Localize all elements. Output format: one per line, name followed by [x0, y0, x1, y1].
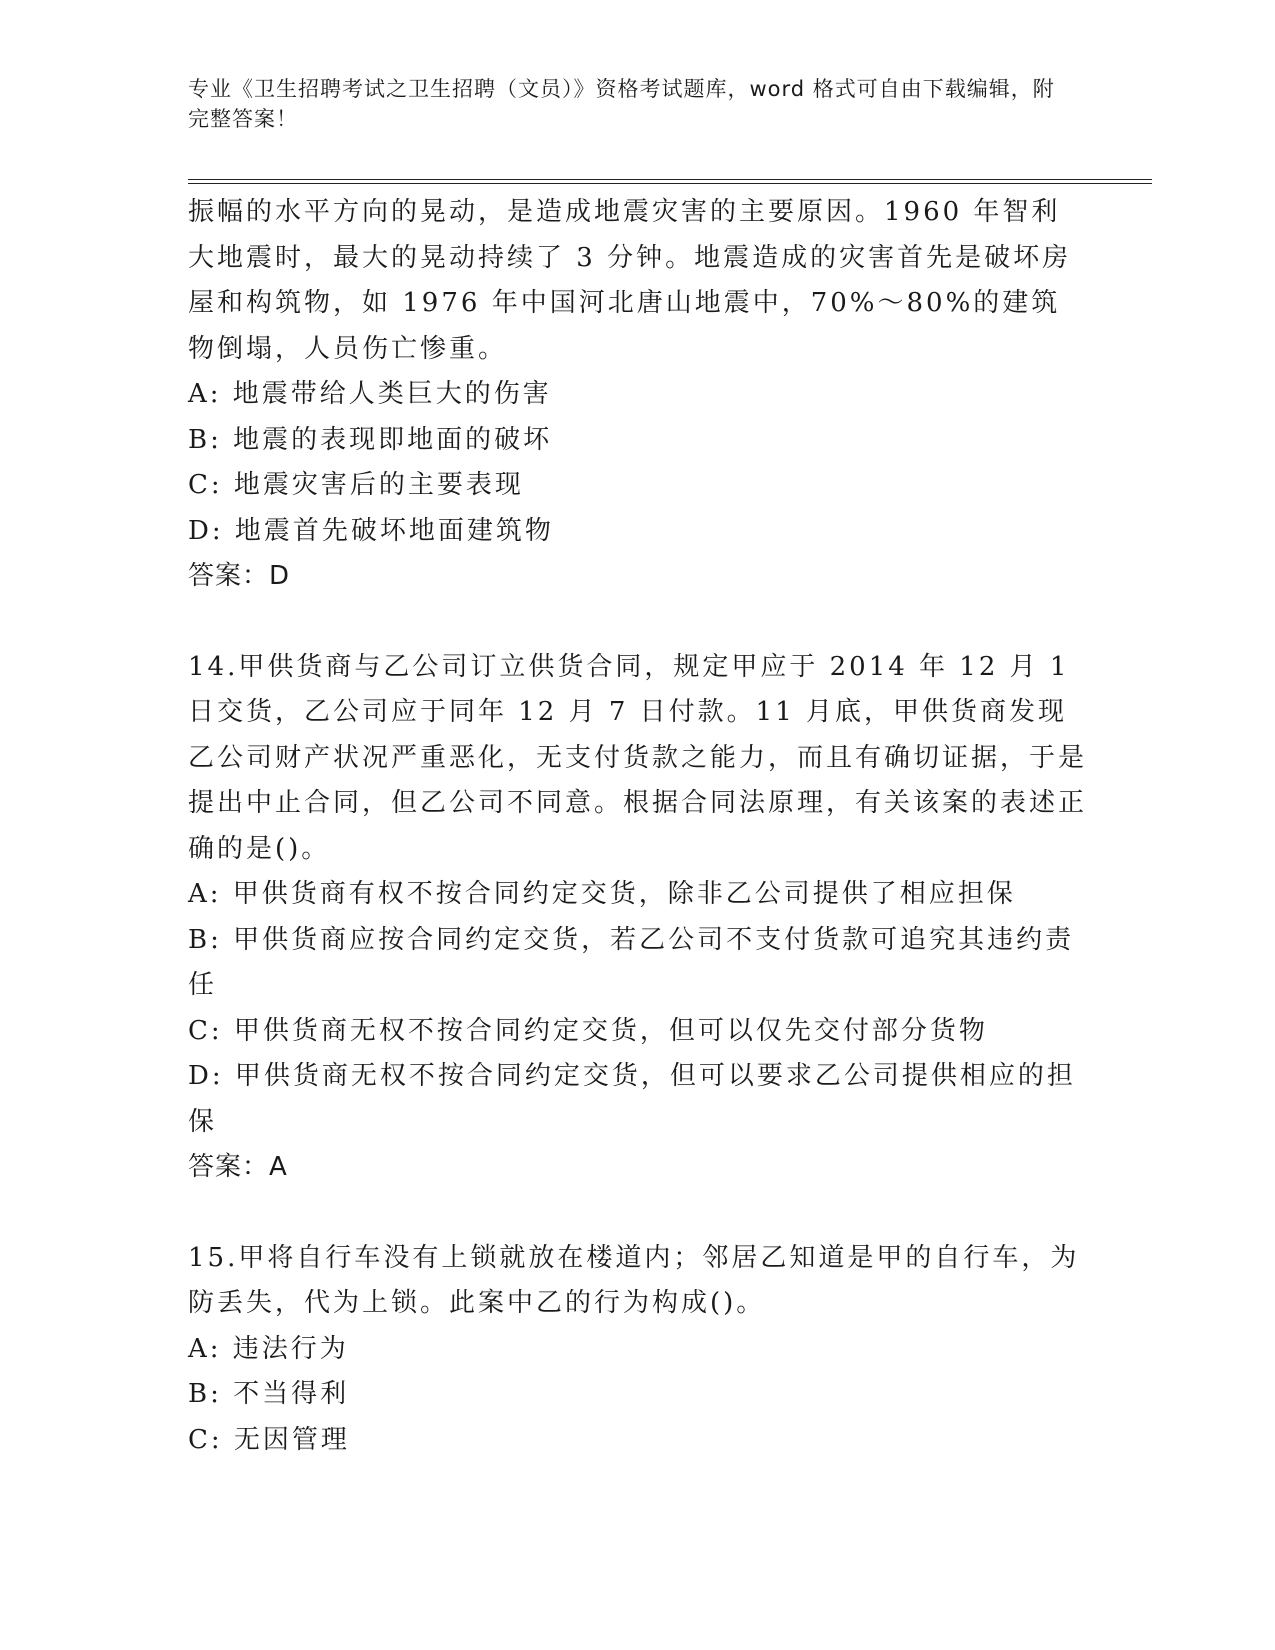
document-body	[188, 190, 1088, 1463]
spacer	[188, 1191, 1088, 1236]
answer: 答案：A	[188, 1152, 288, 1182]
option-d: D: 地震首先破坏地面建筑物	[188, 515, 554, 546]
option-b: B: 地震的表现即地面的破坏	[188, 424, 553, 455]
answer: 答案：D	[188, 561, 291, 591]
option-c: C: 地震灾害后的主要表现	[188, 470, 524, 500]
option-c: C: 无因管理	[188, 1424, 350, 1455]
question-15	[188, 1236, 1088, 1464]
option-a: A: 违法行为	[188, 1333, 349, 1364]
question-14	[188, 645, 1088, 1191]
question-stem: 振幅的水平方向的晃动，是造成地震灾害的主要原因。1960 年智利大地震时，最大的晃动持续了 3 分钟。地震造成的灾害首先是破坏房屋和构筑物，如 1976 年中国河北唐山地震中，70%～80%的建筑物倒塌，人员伤亡惨重。	[188, 197, 1072, 364]
page-header: 专业《卫生招聘考试之卫生招聘（文员）》资格考试题库，word 格式可自由下载编辑，附完整答案！	[188, 77, 1055, 131]
option-b: B: 不当得利	[188, 1379, 350, 1409]
question-stem: 14.甲供货商与乙公司订立供货合同，规定甲应于 2014 年 12 月 1 日交货，乙公司应于同年 12 月 7 日付款。11 月底，甲供货商发现乙公司财产状况严重恶化，无支付货款之能力，而且有确切证据，于是提出中止合同，但乙公司不同意。根据合同法原理，有关该案的表述正确的是()。	[188, 651, 1088, 864]
option-b: B: 甲供货商应按合同约定交货，若乙公司不支付货款可追究其违约责任	[188, 924, 1075, 1000]
option-a: A: 地震带给人类巨大的伤害	[188, 379, 552, 409]
header-divider-bottom	[188, 183, 1152, 184]
option-d: D: 甲供货商无权不按合同约定交货，但可以要求乙公司提供相应的担保	[188, 1061, 1076, 1137]
option-a: A: 甲供货商有权不按合同约定交货，除非乙公司提供了相应担保	[188, 879, 1016, 909]
spacer	[188, 600, 1088, 645]
question-13	[188, 190, 1088, 600]
option-c: C: 甲供货商无权不按合同约定交货，但可以仅先交付部分货物	[188, 1015, 988, 1046]
question-stem: 15.甲将自行车没有上锁就放在楼道内；邻居乙知道是甲的自行车，为防丢失，代为上锁。此案中乙的行为构成()。	[188, 1242, 1080, 1318]
header-divider-top	[188, 179, 1152, 180]
